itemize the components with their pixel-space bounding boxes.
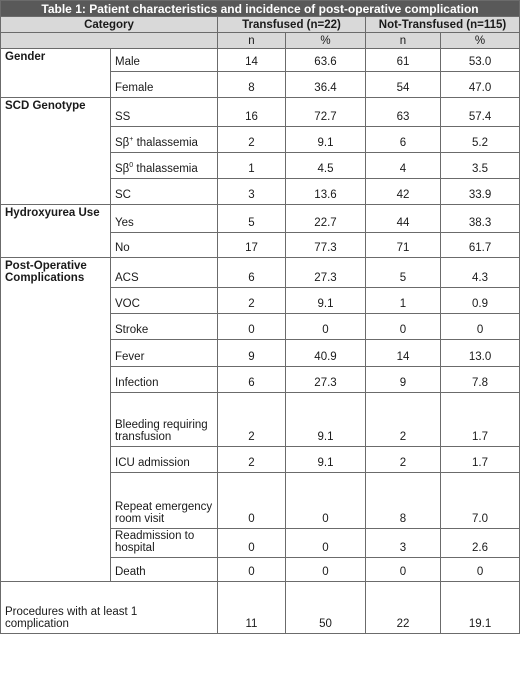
- cell-not-transfused-n: 0: [366, 558, 441, 582]
- cell-transfused-n: 3: [218, 179, 286, 205]
- cell-not-transfused-pct: 0: [441, 314, 520, 340]
- cell-transfused-pct: 0: [286, 314, 366, 340]
- row-label: Death: [111, 558, 218, 582]
- cell-transfused-pct: 9.1: [286, 447, 366, 473]
- row-label: Bleeding requiring transfusion: [111, 393, 218, 447]
- row-label: Infection: [111, 367, 218, 393]
- cell-transfused-n: 2: [218, 393, 286, 447]
- table-row: [1, 98, 520, 127]
- row-label: ACS: [111, 258, 218, 288]
- cell-transfused-pct: 0: [286, 473, 366, 529]
- cell-not-transfused-n: 42: [366, 179, 441, 205]
- cell-transfused-n: 6: [218, 258, 286, 288]
- header-row-2: [1, 33, 520, 49]
- cell-not-transfused-n: 1: [366, 288, 441, 314]
- row-label: ICU admission: [111, 447, 218, 473]
- cell-not-transfused-pct: 5.2: [441, 127, 520, 153]
- group-label: Gender: [1, 49, 111, 98]
- cell-not-transfused-n: 61: [366, 49, 441, 72]
- cell-transfused-n: 16: [218, 98, 286, 127]
- header-transfused-pct: %: [286, 33, 366, 49]
- cell-not-transfused-pct: 0: [441, 558, 520, 582]
- cell-not-transfused-n: 63: [366, 98, 441, 127]
- cell-not-transfused-pct: 13.0: [441, 340, 520, 367]
- cell-not-transfused-n: 2: [366, 447, 441, 473]
- cell-transfused-n: 2: [218, 447, 286, 473]
- cell-not-transfused-pct: 57.4: [441, 98, 520, 127]
- header-not-transfused-pct: %: [441, 33, 520, 49]
- cell-transfused-pct: 4.5: [286, 153, 366, 179]
- header-category-blank: [1, 33, 218, 49]
- group-label: Hydroxyurea Use: [1, 205, 111, 258]
- row-label: Male: [111, 49, 218, 72]
- cell-transfused-pct: 9.1: [286, 288, 366, 314]
- cell-transfused-pct: 22.7: [286, 205, 366, 233]
- cell-transfused-n: 2: [218, 127, 286, 153]
- row-label: SS: [111, 98, 218, 127]
- cell-transfused-pct: 40.9: [286, 340, 366, 367]
- total-row-label-text: Procedures with at least 1 complication: [5, 606, 138, 630]
- cell-not-transfused-pct: 33.9: [441, 179, 520, 205]
- header-category: Category: [1, 17, 218, 33]
- row-label: Fever: [111, 340, 218, 367]
- row-label-superscript: +: [129, 136, 134, 144]
- table-row: [1, 258, 520, 288]
- table-title: Table 1: Patient characteristics and incidence of post-operative complication: [1, 1, 520, 17]
- cell-not-transfused-n: 8: [366, 473, 441, 529]
- cell-transfused-pct: 27.3: [286, 258, 366, 288]
- row-label: VOC: [111, 288, 218, 314]
- cell-not-transfused-n: 3: [366, 529, 441, 558]
- header-transfused-n: n: [218, 33, 286, 49]
- cell-transfused-n: 0: [218, 558, 286, 582]
- cell-transfused-n: 1: [218, 153, 286, 179]
- cell-transfused-n: 14: [218, 49, 286, 72]
- cell-not-transfused-pct: 1.7: [441, 447, 520, 473]
- cell-not-transfused-n: 0: [366, 314, 441, 340]
- row-label: Repeat emergency room visit: [111, 473, 218, 529]
- cell-transfused-pct: 0: [286, 558, 366, 582]
- header-transfused: Transfused (n=22): [218, 17, 366, 33]
- cell-not-transfused-n: 9: [366, 367, 441, 393]
- cell-not-transfused-pct: 2.6: [441, 529, 520, 558]
- cell-transfused-n: 8: [218, 72, 286, 98]
- cell-not-transfused-pct: 1.7: [441, 393, 520, 447]
- cell-not-transfused-n: 6: [366, 127, 441, 153]
- row-label-prefix: Sβ: [115, 137, 130, 149]
- cell-transfused-pct: 9.1: [286, 127, 366, 153]
- cell-not-transfused-n: 54: [366, 72, 441, 98]
- cell-transfused-pct: 27.3: [286, 367, 366, 393]
- cell-not-transfused-n: 5: [366, 258, 441, 288]
- cell-transfused-n: 0: [218, 473, 286, 529]
- row-label: [111, 127, 218, 153]
- cell-transfused-pct: 77.3: [286, 233, 366, 258]
- row-label-prefix: Sβ: [115, 163, 130, 175]
- group-label: Post-Operative Complications: [1, 258, 111, 582]
- row-label: No: [111, 233, 218, 258]
- row-label: Yes: [111, 205, 218, 233]
- table-row: [1, 49, 520, 72]
- cell-transfused-pct: 50: [286, 582, 366, 634]
- cell-not-transfused-n: 22: [366, 582, 441, 634]
- cell-not-transfused-n: 4: [366, 153, 441, 179]
- cell-not-transfused-n: 71: [366, 233, 441, 258]
- table-row-total: [1, 582, 520, 634]
- cell-not-transfused-n: 14: [366, 340, 441, 367]
- cell-not-transfused-pct: 7.8: [441, 367, 520, 393]
- cell-transfused-pct: 36.4: [286, 72, 366, 98]
- cell-not-transfused-n: 44: [366, 205, 441, 233]
- cell-not-transfused-pct: 47.0: [441, 72, 520, 98]
- cell-transfused-n: 5: [218, 205, 286, 233]
- cell-transfused-pct: 72.7: [286, 98, 366, 127]
- cell-transfused-n: 9: [218, 340, 286, 367]
- cell-transfused-pct: 63.6: [286, 49, 366, 72]
- cell-not-transfused-pct: 19.1: [441, 582, 520, 634]
- row-label: SC: [111, 179, 218, 205]
- table-row: [1, 205, 520, 233]
- cell-not-transfused-pct: 7.0: [441, 473, 520, 529]
- cell-transfused-n: 17: [218, 233, 286, 258]
- cell-transfused-n: 6: [218, 367, 286, 393]
- cell-transfused-n: 0: [218, 529, 286, 558]
- row-label-suffix: thalassemia: [133, 163, 198, 175]
- row-label: Female: [111, 72, 218, 98]
- row-label-superscript: 0: [129, 162, 134, 170]
- cell-transfused-n: 11: [218, 582, 286, 634]
- row-label: Stroke: [111, 314, 218, 340]
- group-label: SCD Genotype: [1, 98, 111, 205]
- header-row-1: [1, 17, 520, 33]
- cell-transfused-n: 0: [218, 314, 286, 340]
- header-not-transfused: Not-Transfused (n=115): [366, 17, 520, 33]
- cell-transfused-pct: 9.1: [286, 393, 366, 447]
- cell-not-transfused-pct: 4.3: [441, 258, 520, 288]
- cell-transfused-pct: 13.6: [286, 179, 366, 205]
- cell-not-transfused-pct: 0.9: [441, 288, 520, 314]
- header-not-transfused-n: n: [366, 33, 441, 49]
- cell-not-transfused-pct: 61.7: [441, 233, 520, 258]
- row-label-suffix: thalassemia: [133, 137, 198, 149]
- row-label: [111, 153, 218, 179]
- cell-not-transfused-n: 2: [366, 393, 441, 447]
- cell-transfused-n: 2: [218, 288, 286, 314]
- table-title-row: [1, 1, 520, 17]
- cell-transfused-pct: 0: [286, 529, 366, 558]
- total-row-label: [1, 582, 218, 634]
- cell-not-transfused-pct: 3.5: [441, 153, 520, 179]
- row-label: Readmission to hospital: [111, 529, 218, 558]
- cell-not-transfused-pct: 38.3: [441, 205, 520, 233]
- cell-not-transfused-pct: 53.0: [441, 49, 520, 72]
